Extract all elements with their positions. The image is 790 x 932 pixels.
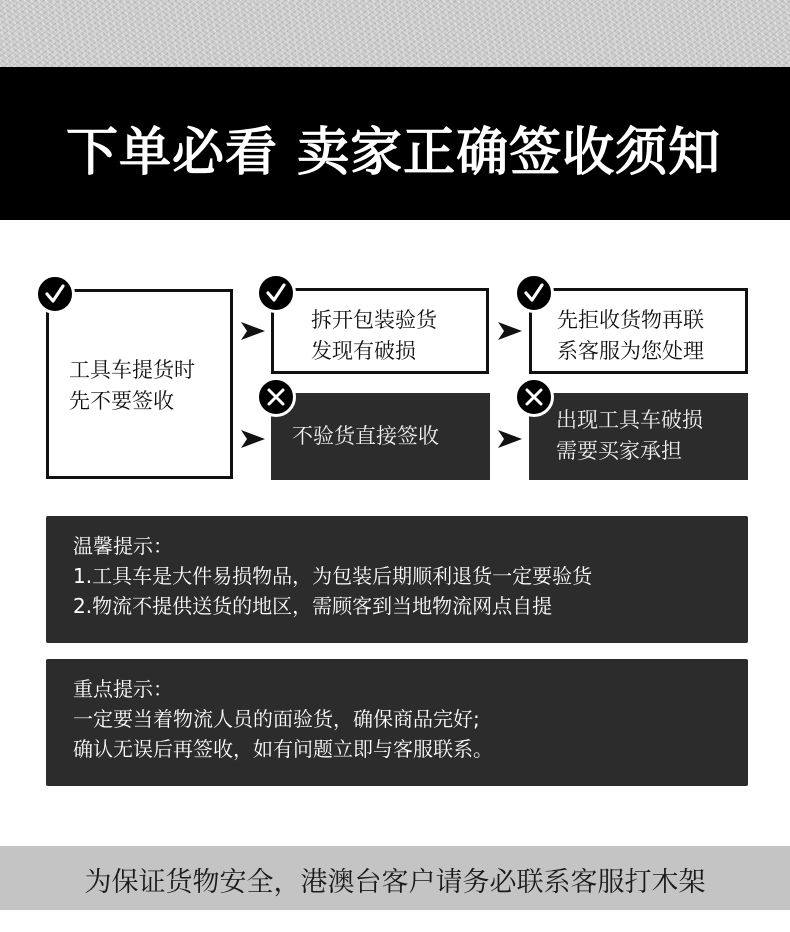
key-tips-heading: 重点提示： <box>73 677 173 701</box>
correct-result-line-2: 系客服为您处理 <box>557 339 704 363</box>
key-tips-panel <box>46 659 748 786</box>
correct-step-box <box>271 288 489 374</box>
correct-result-box <box>529 288 748 374</box>
flow-start-line-1: 工具车提货时 <box>69 358 195 382</box>
wrong-step-box <box>271 393 490 480</box>
wrong-result-box <box>529 393 748 480</box>
arrow-right-icon <box>498 322 522 340</box>
wrong-result-line-2: 需要买家承担 <box>556 439 682 463</box>
textured-banner-strip <box>0 0 790 67</box>
correct-step-line-1: 拆开包装验货 <box>311 308 437 332</box>
footer-banner <box>0 846 790 910</box>
header-banner <box>0 67 790 220</box>
wrong-step-line-1: 不验货直接签收 <box>292 424 439 448</box>
tips-line-2: 2.物流不提供送货的地区，需顾客到当地物流网点自提 <box>73 594 553 618</box>
tips-heading: 温馨提示： <box>73 534 173 558</box>
arrow-right-icon <box>241 430 265 448</box>
tips-line-1: 1.工具车是大件易损物品，为包装后期顺利退货一定要验货 <box>73 564 593 588</box>
arrow-right-icon <box>498 430 522 448</box>
key-tips-line-1: 一定要当着物流人员的面验货，确保商品完好; <box>73 707 480 731</box>
correct-step-line-2: 发现有破损 <box>311 339 416 363</box>
correct-result-line-1: 先拒收货物再联 <box>557 308 704 332</box>
cross-icon <box>514 377 554 417</box>
page-title: 下单必看 卖家正确签收须知 <box>66 123 722 183</box>
key-tips-line-2: 确认无误后再签收，如有问题立即与客服联系。 <box>73 737 493 761</box>
flow-start-line-2: 先不要签收 <box>69 389 174 413</box>
flow-start-box <box>46 289 233 479</box>
check-icon <box>256 273 296 313</box>
cross-icon <box>256 377 296 417</box>
wrong-result-line-1: 出现工具车破损 <box>556 408 703 432</box>
check-icon <box>35 274 75 314</box>
tips-panel <box>46 516 748 643</box>
arrow-right-icon <box>241 322 265 340</box>
footer-text: 为保证货物安全，港澳台客户请务必联系客服打木架 <box>84 867 706 898</box>
check-icon <box>514 273 554 313</box>
